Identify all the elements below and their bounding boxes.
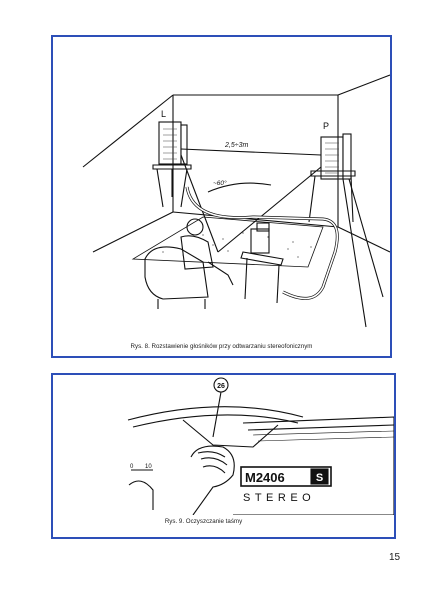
head-cover-arch bbox=[128, 407, 303, 420]
listener-legs bbox=[208, 262, 233, 285]
model-label: M2406 bbox=[245, 470, 285, 485]
left-speaker bbox=[159, 122, 181, 164]
stereo-label: STEREO bbox=[243, 492, 316, 504]
tape-recorder bbox=[251, 229, 269, 253]
speaker-cable-outer bbox=[187, 187, 337, 298]
armchair bbox=[145, 247, 208, 299]
carpet bbox=[133, 217, 323, 267]
hand bbox=[191, 446, 234, 515]
scale-label-right: 10 bbox=[145, 464, 152, 470]
counter-knob bbox=[129, 481, 153, 510]
figure-9-caption: Rys. 9. Oczyszczanie taśmy bbox=[164, 518, 243, 525]
figure-8-frame bbox=[51, 35, 392, 358]
right-speaker bbox=[321, 137, 343, 179]
speaker-right-label: P bbox=[323, 121, 330, 131]
page-number: 15 bbox=[389, 552, 401, 563]
speaker-placement-illustration bbox=[53, 37, 390, 337]
distance-line bbox=[181, 149, 321, 155]
distance-label: 2,5÷3m bbox=[225, 142, 249, 149]
scale-label-left: 0 bbox=[130, 464, 134, 470]
speaker-left-label: L bbox=[161, 109, 167, 119]
model-suffix: S bbox=[315, 472, 324, 484]
callout-number: 26 bbox=[217, 383, 225, 390]
angle-label: ~60° bbox=[213, 180, 227, 187]
figure-9-frame bbox=[51, 373, 396, 539]
figure-8-caption: Rys. 8. Rozstawienie głośników przy odtwarzaniu stereofonicznym bbox=[130, 343, 313, 350]
tape-cleaning-illustration bbox=[53, 375, 394, 515]
